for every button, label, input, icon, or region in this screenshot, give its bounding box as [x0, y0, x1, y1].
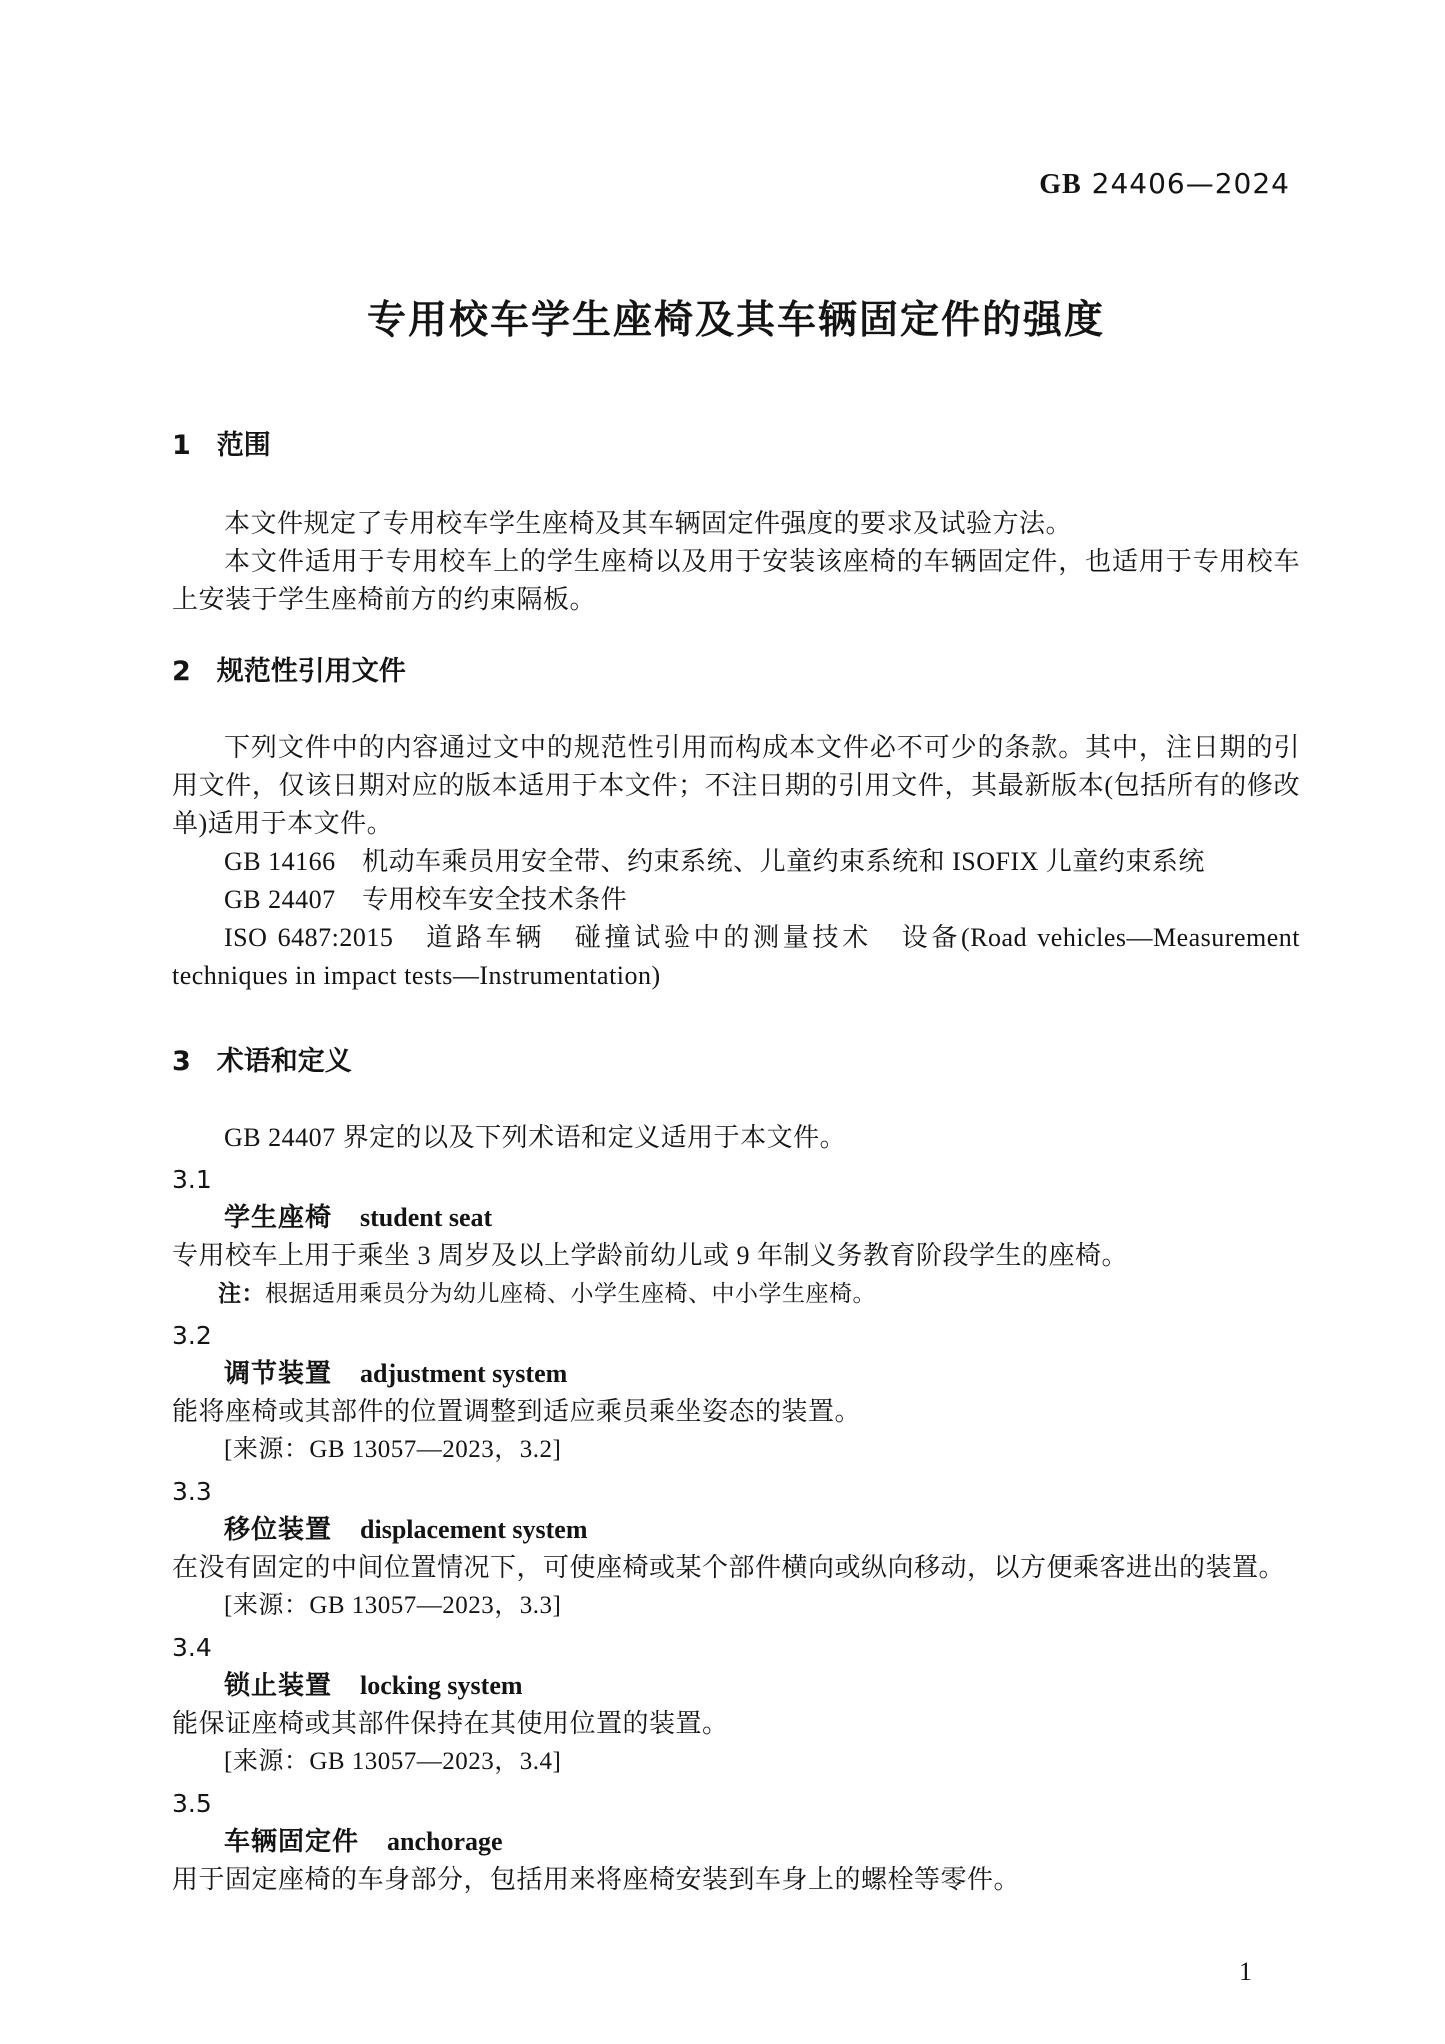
term-number: 3.4 [172, 1633, 212, 1662]
term-source: [来源：GB 13057—2023，3.3] [224, 1592, 562, 1619]
clause-title: 规范性引用文件 [216, 656, 406, 687]
paragraph: GB 24407 界定的以及下列术语和定义适用于本文件。 [224, 1123, 847, 1152]
term-source: [来源：GB 13057—2023，3.2] [224, 1436, 562, 1463]
term-name-en: locking system [360, 1671, 523, 1700]
term-name-zh: 锁止装置 [224, 1671, 333, 1701]
clause-title: 术语和定义 [216, 1046, 352, 1077]
page-content [172, 167, 1300, 1987]
term-name [224, 1199, 1300, 1237]
term-source: [来源：GB 13057—2023，3.4] [224, 1748, 562, 1775]
term-number: 3.2 [172, 1321, 212, 1350]
term-name-zh: 学生座椅 [224, 1203, 333, 1233]
term-number: 3.1 [172, 1165, 212, 1194]
term-name-en: displacement system [360, 1515, 588, 1544]
clause-3-heading [172, 1047, 1300, 1077]
term-name-en: anchorage [387, 1827, 503, 1856]
clause-number: 2 [172, 656, 191, 687]
term-definition: 能将座椅或其部件的位置调整到适应乘员乘坐姿态的装置。 [172, 1397, 862, 1426]
note-label: 注： [218, 1281, 265, 1307]
reference-item: GB 14166 机动车乘员用安全带、约束系统、儿童约束系统和 ISOFIX 儿童约束系统 [224, 847, 1205, 876]
term-definition: 专用校车上用于乘坐 3 周岁及以上学龄前幼儿或 9 年制义务教育阶段学生的座椅。 [172, 1241, 1129, 1270]
clause-2-heading [172, 657, 1300, 687]
term-name-zh: 调节装置 [224, 1359, 333, 1389]
term-number: 3.5 [172, 1789, 212, 1818]
reference-item: ISO 6487:2015 道路车辆 碰撞试验中的测量技术 设备(Road vehicles—Measurement techniques in impact tests—Instrumentation) [172, 923, 1300, 990]
term-name-zh: 移位装置 [224, 1515, 333, 1545]
term-definition: 在没有固定的中间位置情况下，可使座椅或某个部件横向或纵向移动，以方便乘客进出的装置。 [172, 1553, 1286, 1582]
term-definition: 用于固定座椅的车身部分，包括用来将座椅安装到车身上的螺栓等零件。 [172, 1865, 1021, 1894]
paragraph: 本文件适用于专用校车上的学生座椅以及用于安装该座椅的车辆固定件，也适用于专用校车上安装于学生座椅前方的约束隔板。 [172, 547, 1300, 614]
term-name [224, 1511, 1300, 1549]
clause-number: 1 [172, 430, 191, 461]
term-name-en: student seat [360, 1203, 493, 1232]
paragraph: 下列文件中的内容通过文中的规范性引用而构成本文件必不可少的条款。其中，注日期的引用文件，仅该日期对应的版本适用于本文件；不注日期的引用文件，其最新版本(包括所有的修改单)适用于本文件。 [172, 733, 1300, 838]
paragraph: 本文件规定了专用校车学生座椅及其车辆固定件强度的要求及试验方法。 [224, 509, 1073, 538]
clause-1-heading [172, 431, 1300, 461]
term-name [224, 1667, 1300, 1705]
term-name-zh: 车辆固定件 [224, 1827, 360, 1857]
document-title: 专用校车学生座椅及其车辆固定件的强度 [366, 298, 1105, 343]
term-note [218, 1275, 1300, 1313]
term-definition: 能保证座椅或其部件保持在其使用位置的装置。 [172, 1709, 729, 1738]
clause-number: 3 [172, 1046, 191, 1077]
term-number: 3.3 [172, 1477, 212, 1506]
term-name [224, 1823, 1300, 1861]
term-name-en: adjustment system [360, 1359, 568, 1388]
clause-title: 范围 [216, 430, 271, 461]
term-name [224, 1355, 1300, 1393]
page-number: 1 [1239, 1957, 1252, 1986]
standard-number-header [172, 167, 1300, 200]
standard-code: GB [1039, 169, 1082, 200]
note-text: 根据适用乘员分为幼儿座椅、小学生座椅、中小学生座椅。 [265, 1281, 876, 1306]
standard-number: 24406—2024 [1091, 167, 1290, 200]
reference-item: GB 24407 专用校车安全技术条件 [224, 885, 628, 914]
